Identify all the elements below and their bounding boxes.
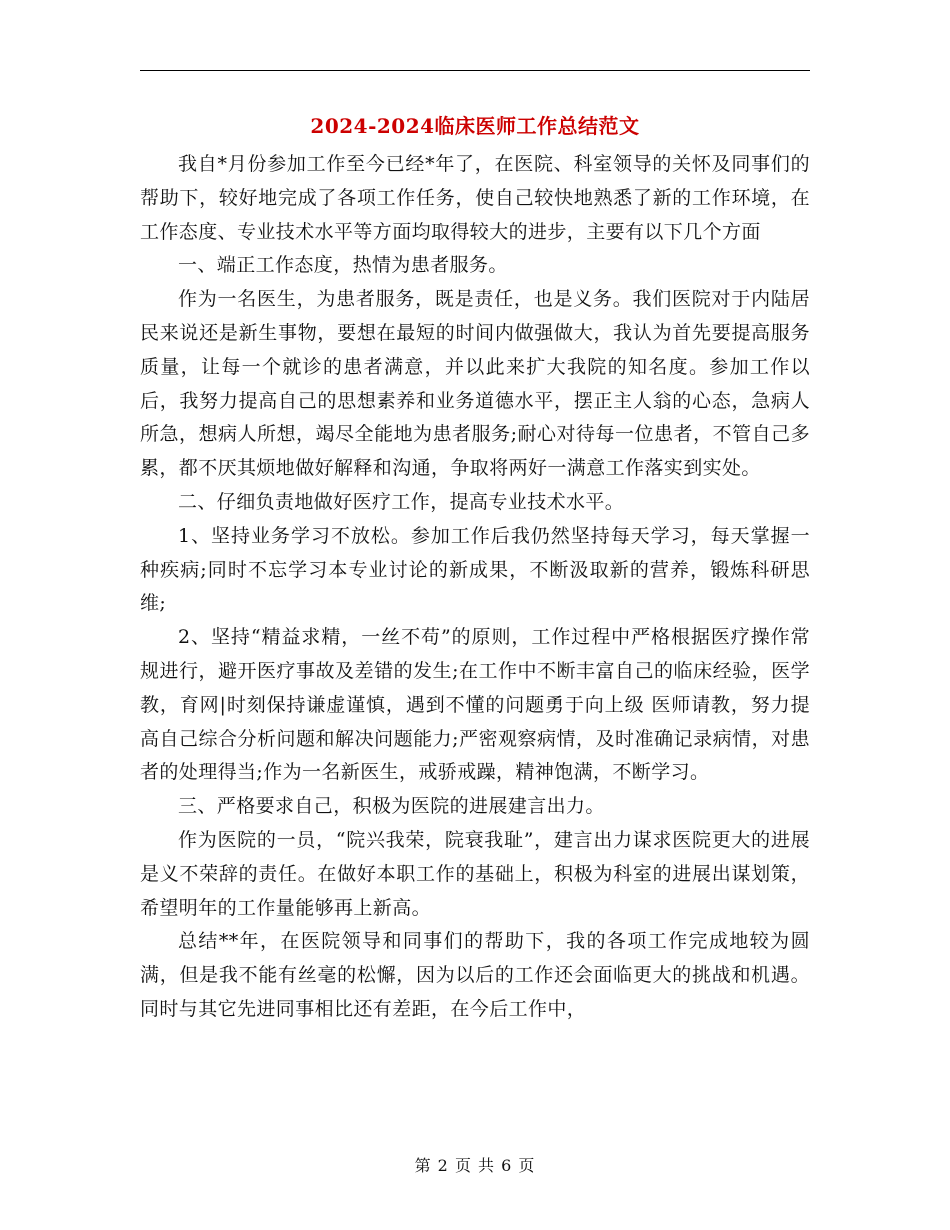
document-title: 2024-2024临床医师工作总结范文	[310, 114, 640, 138]
heading-section-3: 三、严格要求自己，积极为医院的进展建言出力。	[178, 795, 605, 818]
heading-section-1: 一、端正工作态度，热情为患者服务。	[178, 254, 508, 277]
paragraph-item-2: 2、坚持“精益求精，一丝不苟”的原则，工作过程中严格根据医疗操作常规进行，避开医疗事故及差错的发生;在工作中不断丰富自己的临床经验，医学教，育网|时刻保持谦虚谨慎，遇到不懂的问题勇于向上级 医师请教，努力提高自己综合分析问题和解决问题能力;严密观察病情，及时准确记录病情，对患者的处理得当;作为一名新医生，戒骄戒躁，精神饱满，不断学习。	[140, 626, 810, 784]
heading-section-2: 二、仔细负责地做好医疗工作，提高专业技术水平。	[178, 490, 625, 513]
paragraph-item-1: 1、坚持业务学习不放松。参加工作后我仍然坚持每天学习，每天掌握一种疾病;同时不忘学习本专业讨论的新成果，不断汲取新的营养，锻炼科研思维;	[140, 524, 810, 615]
page-number-footer: 第 2 页 共 6 页	[414, 1156, 536, 1175]
header-rule	[140, 70, 810, 71]
paragraph-section-3: 作为医院的一员，“院兴我荣，院衰我耻”，建言出力谋求医院更大的进展是义不荣辞的责任。在做好本职工作的基础上，积极为科室的进展出谋划策，希望明年的工作量能够再上新高。	[140, 828, 810, 919]
paragraph-summary: 总结**年，在医院领导和同事们的帮助下，我的各项工作完成地较为圆满，但是我不能有丝毫的松懈，因为以后的工作还会面临更大的挑战和机遇。同时与其它先进同事相比还有差距，在今后工作中，	[140, 930, 810, 1020]
document-body	[140, 148, 810, 1027]
paragraph-section-1: 作为一名医生，为患者服务，既是责任，也是义务。我们医院对于内陆居民来说还是新生事物，要想在最短的时间内做强做大，我认为首先要提高服务质量，让每一个就诊的患者满意，并以此来扩大我院的知名度。参加工作以后，我努力提高自己的思想素养和业务道德水平，摆正主人翁的心态，急病人所急，想病人所想，竭尽全能地为患者服务;耐心对待每一位患者，不管自己多累，都不厌其烦地做好解释和沟通，争取将两好一满意工作落实到实处。	[140, 288, 810, 480]
paragraph-intro: 我自*月份参加工作至今已经*年了，在医院、科室领导的关怀及同事们的帮助下，较好地完成了各项工作任务，使自己较快地熟悉了新的工作环境，在工作态度、专业技术水平等方面均取得较大的进步，主要有以下几个方面	[140, 153, 810, 243]
